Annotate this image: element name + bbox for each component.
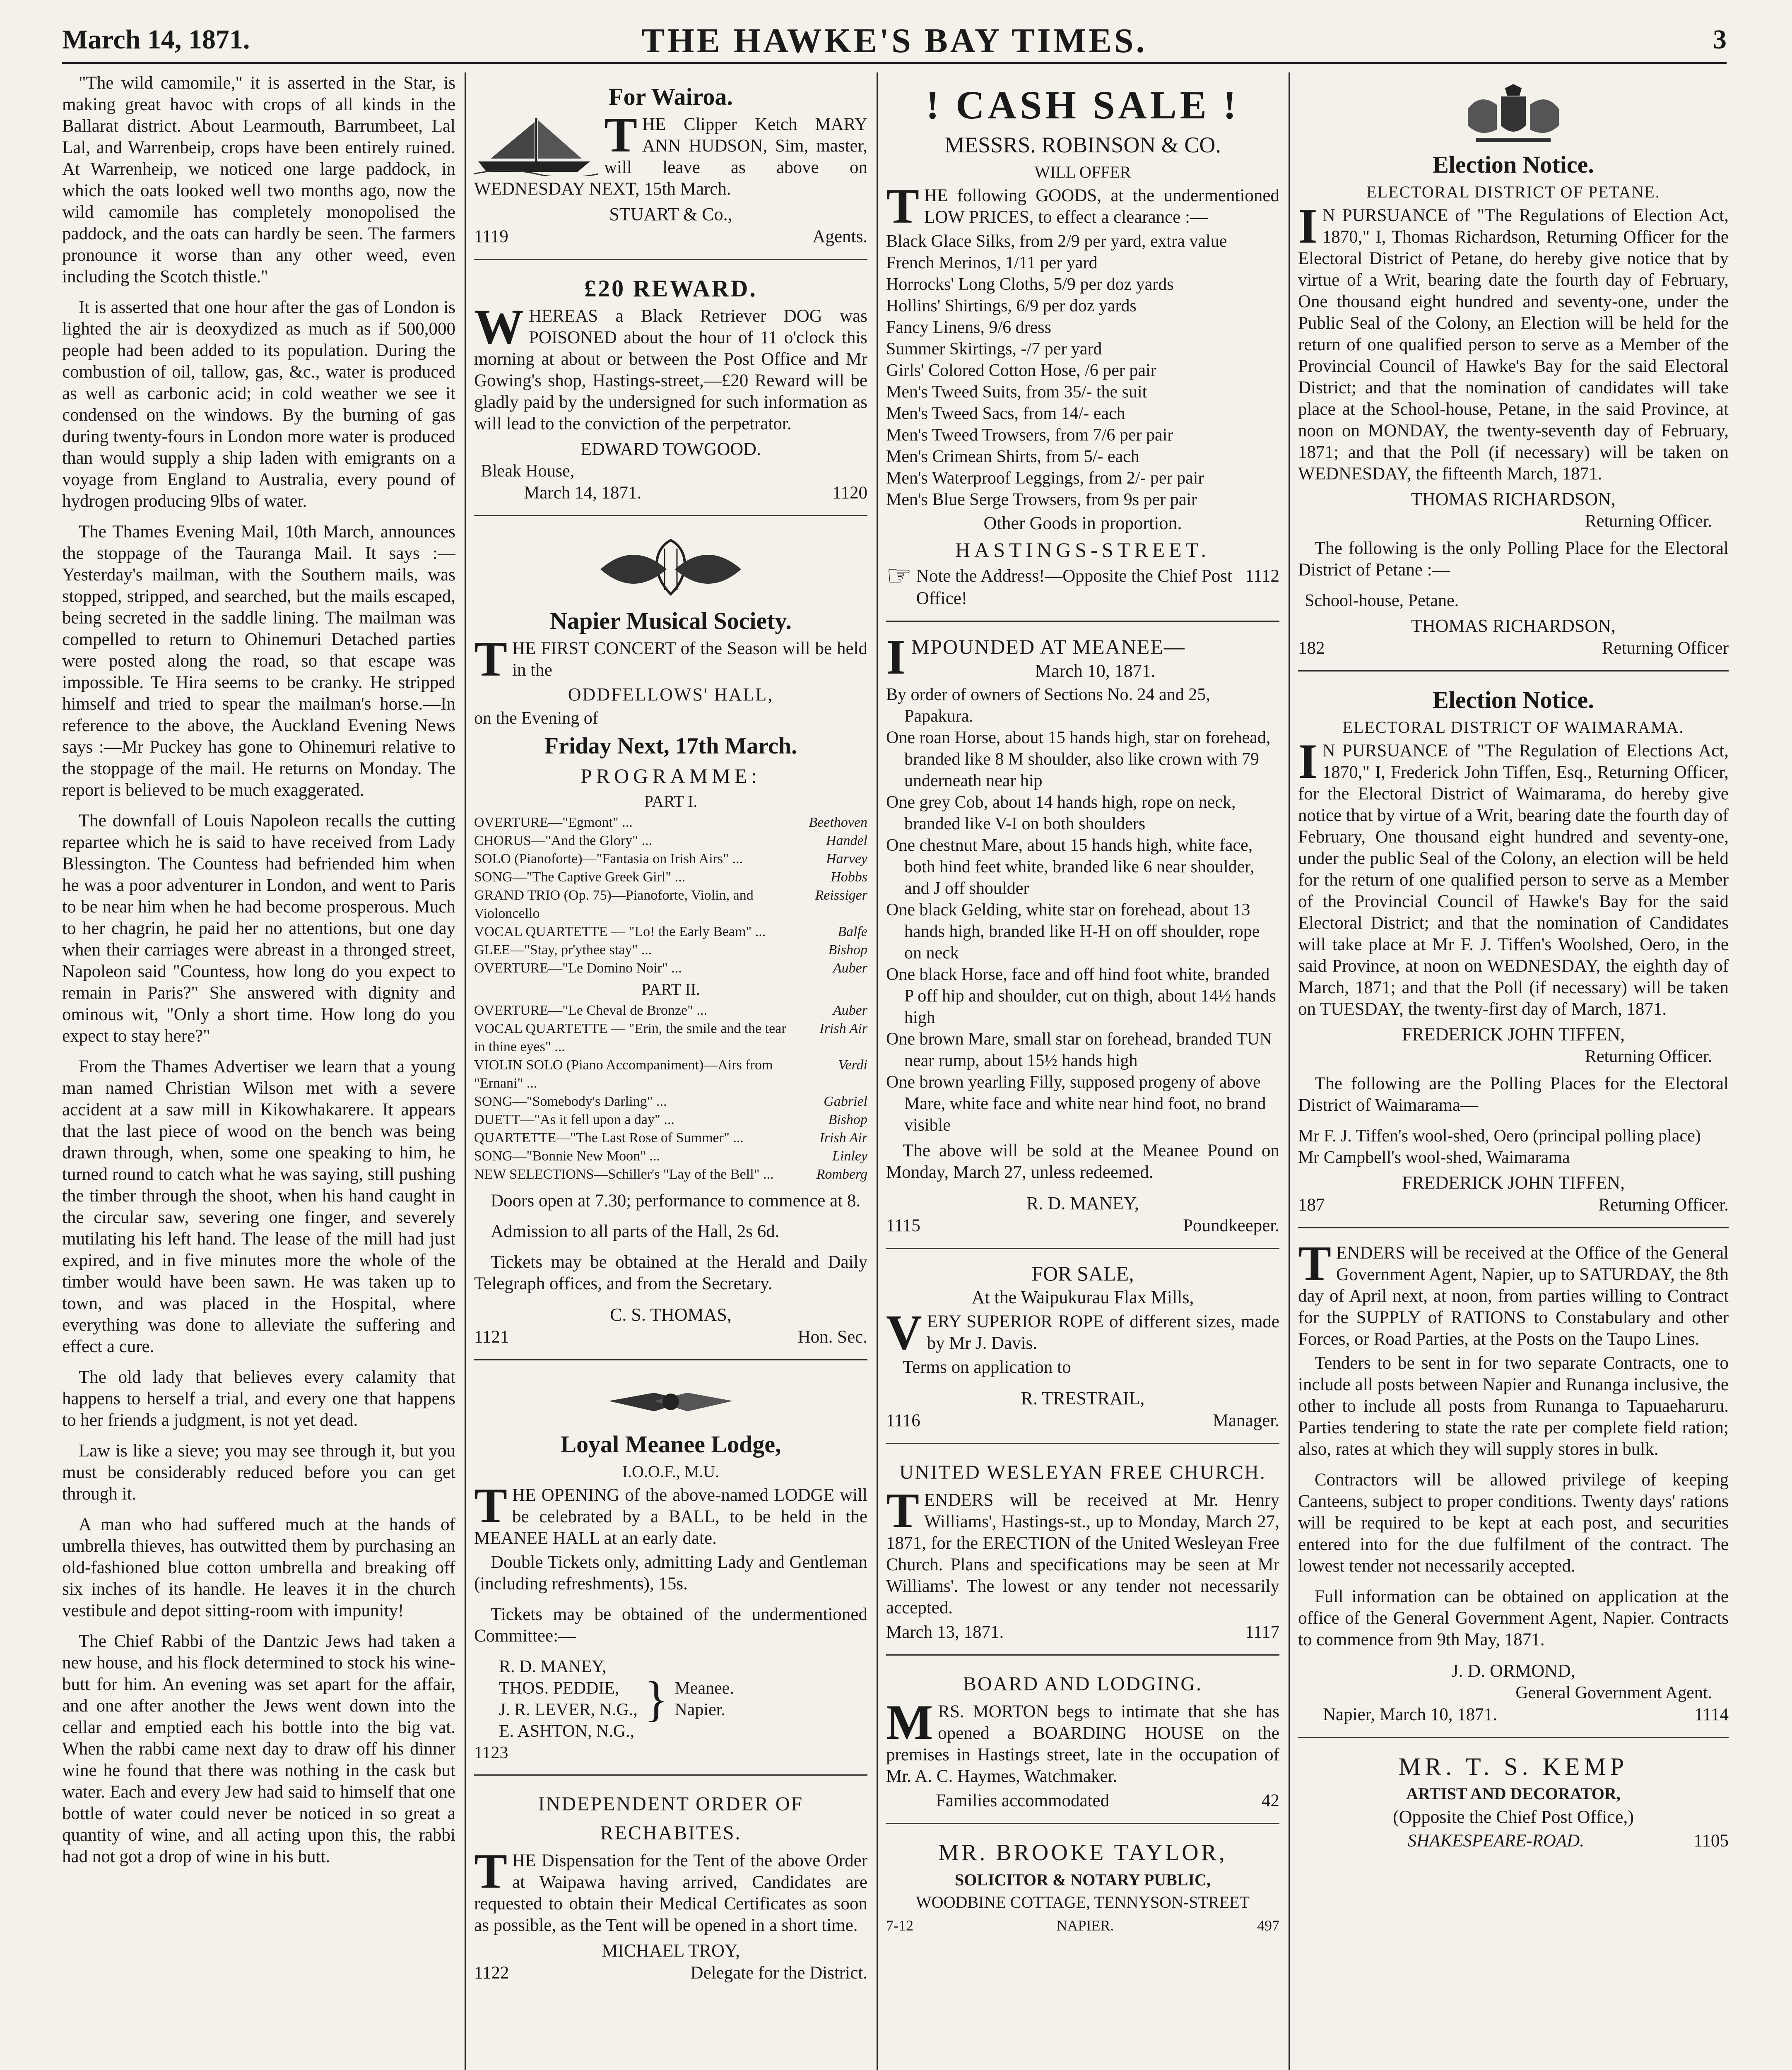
ad-kemp (1298, 1742, 1729, 1863)
news-paragraph: A man who had suffered much at the hands of umbrella thieves, has outwitted them by purchasing an old-fashioned blue cotton umbrella and breaking off six inches of its handle. He leaves it in the church vestibule and depot sitting-room with impunity! (62, 1515, 455, 1620)
ad-number: 1105 (1693, 1831, 1729, 1851)
ad-number: 1120 (832, 483, 867, 503)
ad-number: 1122 (474, 1963, 509, 1983)
programme-item: OVERTURE—"Le Cheval de Bronze" ... Auber (474, 1003, 867, 1018)
programme-item: QUARTETTE—"The Last Rose of Summer" ... Irish Air (474, 1130, 867, 1146)
concert-date: Friday Next, 17th March. (544, 733, 797, 759)
programme-item: CHORUS—"And the Glory" ... Handel (474, 833, 867, 848)
ad-signature: EDWARD TOWGOOD. (580, 439, 761, 459)
impounded-item: One black Gelding, white star on forehead, about 13 hands high, branded like H-H on off shoulder, rope on neck (886, 900, 1260, 963)
ad-terms: Terms on application to (903, 1358, 1071, 1377)
ad-signature: FREDERICK JOHN TIFFEN, (1402, 1024, 1625, 1045)
programme-heading: PROGRAMME: (580, 764, 761, 787)
news-paragraph: Law is like a sieve; you may see through it, but you must be considerably reduced before you can get through it. (62, 1441, 455, 1504)
ad-number: 1117 (1245, 1622, 1279, 1642)
programme-item: VOCAL QUARTETTE — "Lo! the Early Beam" ... Balfe (474, 924, 867, 939)
ad-code: 7-12 (886, 1917, 913, 1934)
ad-musical-society (474, 520, 867, 1360)
news-paragraph: From the Thames Advertiser we learn that a young man named Christian Wilson met with a severe accident at a saw mill in Kikowhakarere. It appears that the last piece of wood on the bench was being drawn through, when, some one speaking to him, he turned round to catch what he was saying, still pushing the timber through the shoot, when his hand caught in the circular saw, severing one finger, and severely mutilating his left hand. The lease of the mill had just expired, and in five minutes more the whole of the timber would have been sawn. He was taken up to town, and was placed in the Hospital, where everything was done to alleviate the suffering and effect a cure. (62, 1057, 455, 1356)
ad-title: Election Notice. (1433, 151, 1594, 178)
concert-evening: on the Evening of (474, 709, 598, 728)
ad-body: THE FIRST CONCERT of the Season will be held in the (474, 631, 867, 686)
ad-signature: THOMAS RICHARDSON, (1411, 616, 1616, 636)
ad-date: March 13, 1871. (886, 1622, 1004, 1642)
programme-item: OVERTURE—"Le Domino Noir" ... Auber (474, 960, 867, 976)
ad-title: INDEPENDENT ORDER OF RECHABITES. (538, 1793, 804, 1844)
news-paragraph: It is asserted that one hour after the gas of London is lighted the air is deoxydized as much as if 500,000 people had been added to its population. During the combustion of oil, tallow, gas, &c., water is produced as well as carbonic acid; in cold weather we see it condensed on the windows. By the burning of gas during twenty-fours in London more water is produced than would supply a ship laden with emigrants on a voyage from England to Australia, every pound of hydrogen producing 9lbs of water. (62, 298, 455, 511)
ad-title: Election Notice. (1433, 686, 1594, 713)
ad-date: March 14, 1871. (524, 483, 642, 503)
ad-number: 1119 (474, 227, 508, 246)
polling-place: School-house, Petane. (1305, 591, 1459, 610)
tenders-paragraph: Contractors will be allowed privilege of keeping Canteens, subject to proper conditions. Twenty days' rations will be required to be kept at each post, and securities entered into for the due fulfilment of the contract. The lowest tender not necessarily accepted. (1298, 1470, 1729, 1576)
ad-number: 187 (1298, 1195, 1325, 1215)
ad-title: ! CASH SALE ! (926, 83, 1240, 127)
ad-signature: C. S. THOMAS, (610, 1305, 732, 1325)
goods-item: Hollins' Shirtings, 6/9 per doz yards (886, 296, 1137, 315)
masthead-title: THE HAWKE'S BAY TIMES. (641, 22, 1147, 60)
ad-tenders-rations (1298, 1232, 1729, 1738)
ad-number: 497 (1257, 1917, 1279, 1934)
ad-title: UNITED WESLEYAN FREE CHURCH. (899, 1461, 1266, 1483)
tenders-paragraph: Full information can be obtained on application at the office of the General Government Agent, Napier. Contracts to commence from 9th May, 1871. (1298, 1587, 1729, 1649)
ad-town: NAPIER. (1056, 1917, 1114, 1934)
concert-doors: Doors open at 7.30; performance to commence at 8. (491, 1191, 861, 1211)
masthead (62, 17, 1727, 64)
column-rule (877, 72, 878, 2070)
committee-place: Meanee. (674, 1679, 734, 1698)
address-note: Note the Address!—Opposite the Chief Post Office! (916, 566, 1232, 608)
ad-body: By order of owners of Sections No. 24 and 25, Papakura. (886, 685, 1210, 726)
ad-reward (474, 264, 867, 516)
news-paragraph: The old lady that believes every calamity that happens to herself a trial, and every one that happens to her friends a judgment, is not yet dead. (62, 1367, 455, 1430)
ship-icon (474, 114, 598, 176)
column-rule (465, 72, 466, 2070)
ad-number: 1114 (1694, 1705, 1729, 1724)
ad-title: IMPOUNDED AT MEANEE— (886, 629, 1185, 684)
ad-signature: THOMAS RICHARDSON, (1411, 489, 1616, 509)
lodge-committee: Tickets may be obtained of the undermentioned Committee:— (474, 1605, 867, 1646)
ad-role: Hon. Sec. (797, 1327, 867, 1347)
ad-body: THE OPENING of the above-named LODGE will be celebrated by a BALL, to be held in the MEANEE HALL at an early date. (474, 1478, 867, 1548)
ad-title: MR. T. S. KEMP (1398, 1753, 1628, 1780)
news-paragraph: The Chief Rabbi of the Dantzic Jews had taken a new house, and his flock determined to stock his wine-butt for him. An evening was set apart for the affair, and one after another the Jews went down into the cellar and emptied each his bottle into the big vat. When the rabbi came next day to draw off his dinner wine he found that there was nothing in the cask but water. Each and every Jew had said to himself that one bottle of water could never be noticed in so great a quantity of wine, and all acting upon this, the rabbi had not got a drop of wine in his butt. (62, 1632, 455, 1866)
ad-body: WHEREAS a Black Retriever DOG was POISONED about the hour of 11 o'clock this morning at about or between the Post Office and Mr Gowing's shop, Hastings-street,—£20 Reward will be gladly paid by the undersigned for such information as will lead to the conviction of the perpetrator. (474, 299, 867, 433)
impounded-item: One brown yearling Filly, supposed progeny of above Mare, white face and white near hind foot, no brand visible (886, 1073, 1266, 1135)
ad-signature: J. D. ORMOND, (1451, 1661, 1575, 1681)
goods-item: French Merinos, 1/11 per yard (886, 253, 1098, 272)
goods-item: Black Glace Silks, from 2/9 per yard, extra value (886, 232, 1227, 251)
ad-number: 1123 (474, 1743, 508, 1762)
committee-list: R. D. MANEY, THOS. PEDDIE, J. R. LEVER, N.G., E. ASHTON, N.G., } Meanee. Napier. (474, 1656, 867, 1742)
ad-role: Returning Officer. (1585, 512, 1712, 531)
concert-tickets: Tickets may be obtained at the Herald and Daily Telegraph offices, and from the Secretary. (474, 1252, 867, 1293)
ad-wesleyan-church (886, 1448, 1279, 1656)
pointing-hand-icon: ☞ (886, 560, 912, 592)
programme-item: SOLO (Pianoforte)—"Fantasia on Irish Airs" ... Harvey (474, 851, 867, 867)
ad-title: MR. BROOKE TAYLOR, (938, 1840, 1227, 1865)
ad-role: Agents. (812, 227, 867, 246)
ad-impounded (886, 626, 1279, 1249)
ad-body: THE Clipper Ketch MARY ANN HUDSON, Sim, master, will leave as above on WEDNESDAY NEXT, 15th March. (474, 107, 867, 199)
ad-title: BOARD AND LODGING. (963, 1673, 1202, 1695)
ad-election-waimarama (1298, 676, 1729, 1228)
impounded-item: One brown Mare, small star on forehead, branded TUN near rump, about 15½ hands high (886, 1030, 1272, 1070)
ad-signature: R. D. MANEY, (1026, 1193, 1139, 1213)
ad-role: Returning Officer. (1585, 1047, 1712, 1066)
ad-line: Families accommodated (936, 1791, 1110, 1810)
programme-part-2 (474, 1001, 867, 1184)
programme-item: DUETT—"As it fell upon a day" ... Bishop (474, 1112, 867, 1127)
goods-item: Men's Tweed Sacs, from 14/- each (886, 404, 1125, 423)
goods-item: Men's Tweed Suits, from 35/- the suit (886, 383, 1147, 402)
programme-item: NEW SELECTIONS—Schiller's "Lay of the Bell" ... Romberg (474, 1167, 867, 1182)
ad-for-sale (886, 1253, 1279, 1444)
royal-arms-icon (1451, 84, 1575, 146)
news-paragraph: The Thames Evening Mail, 10th March, announces the stoppage of the Tauranga Mail. It says :—Yesterday's mailman, with the Southern mails, was stopped, stripped, and searched, but the mails escaped, being secreted in the saddle lining. The mailman was compelled to return to Ohinemuri Detached parties were posted along the road, so that escape was impossible. Te Hira seems to be cranky. He stripped himself and tried to spear the mailman's horse.—In reference to the above, the Auckland Evening News says :—Mr Puckey has gone to Ohinemuri relative to the stoppage of the mail. He returns on Monday. The report is believed to be much exaggerated. (62, 522, 455, 800)
impounded-item: One black Horse, face and off hind foot white, branded P off hip and shoulder, cut on thigh, about 14½ hands high (886, 965, 1276, 1027)
ad-role: Manager. (1212, 1411, 1279, 1430)
ad-title: Napier Musical Society. (550, 607, 792, 634)
ad-street: SHAKESPEARE-ROAD. (1407, 1831, 1584, 1851)
committee-member: E. ASHTON, N.G., (499, 1722, 635, 1741)
ad-role: Poundkeeper. (1183, 1216, 1279, 1235)
impounded-item: One chestnut Mare, about 15 hands high, white face, both hind feet white, branded like 6 near shoulder, and J off shoulder (886, 836, 1255, 898)
news-paragraph: The downfall of Louis Napoleon recalls the cutting repartee which he is said to have received from Lady Blessington. The Countess had befriended him when he was a poor adventurer in London, and went to Paris to be near him when he had become prosperous. Much to her chagrin, he paid her no attentions, but one day when their carriages were abreast in a thronged street, Napoleon said "Countess, how long do you expect to remain in Paris?" She answered with dignity and ominous wit, "Only a short time. How long do you expect to stay here?" (62, 811, 455, 1046)
lodge-tickets: Double Tickets only, admitting Lady and Gentleman (including refreshments), 15s. (474, 1552, 867, 1593)
ad-rechabites (474, 1780, 867, 1995)
ad-role: Returning Officer (1602, 638, 1729, 658)
ad-title: For Wairoa. (609, 83, 733, 110)
goods-item: Summer Skirtings, -/7 per yard (886, 339, 1102, 359)
ad-subtitle: ARTIST AND DECORATOR, (1406, 1784, 1621, 1803)
ad-number: 1112 (1245, 566, 1279, 586)
part-heading: PART I. (644, 792, 698, 811)
column-advertisements-3 (886, 72, 1279, 2070)
ad-body: THE Dispensation for the Tent of the above Order at Waipawa having arrived, Candidates are requested to obtain their Medical Certificates as soon as possible, as the Tent will be opened in a short time. (474, 1844, 867, 1935)
column-advertisements-4 (1298, 72, 1729, 2070)
ad-body: IN PURSUANCE of "The Regulations of Election Act, 1870," I, Thomas Richardson, Returning Officer for the Electoral District of Petane, do hereby give notice that by virtue of a Writ, bearing date the fourth day of February, One thousand eight hundred and seventy-one, under the Public Seal of the Colony, an Election will be held for the return of one qualified person to serve as a Member of the Provincial Council of Hawke's Bay for the said Electoral District; and that the nomination of candidates will take place at the School-house, Petane, in the said Province, at noon on MONDAY, the twenty-seventh day of February, 1871; and that the Poll (if necessary) will be taken on WEDNESDAY, the fifteenth March, 1871. (1298, 198, 1729, 484)
polling-place: Mr Campbell's wool-shed, Waimarama (1298, 1148, 1570, 1167)
ornament-handshake-icon (605, 1376, 737, 1426)
column-advertisements-2 (474, 72, 867, 2070)
goods-item: Fancy Linens, 9/6 dress (886, 318, 1051, 337)
programme-item: GLEE—"Stay, pr'ythee stay" ... Bishop (474, 942, 867, 958)
ad-body: TENDERS will be received at Mr. Henry Williams', Hastings-st., up to Monday, March 27, 1871, for the ERECTION of the United Wesleyan Free Church. Plans and specifications may be seen at Mr Williams'. The lowest or any tender not necessarily accepted. (886, 1483, 1279, 1617)
programme-item: GRAND TRIO (Op. 75)—Pianoforte, Violin, and Violoncello Reissiger (474, 888, 867, 921)
ad-election-petane (1298, 72, 1729, 672)
goods-item: Men's Tweed Trowsers, from 7/6 per pair (886, 426, 1173, 445)
ad-number: 1116 (886, 1411, 920, 1430)
concert-hall: ODDFELLOWS' HALL, (568, 684, 774, 705)
column-rule (1289, 72, 1290, 2070)
committee-place: Napier. (674, 1700, 725, 1719)
programme-part-1 (474, 814, 867, 977)
ad-wairoa (474, 72, 867, 260)
impounded-item: One roan Horse, about 15 hands high, star on forehead, branded like 8 M shoulder, also like crown with 79 underneath near hip (886, 728, 1271, 790)
impounded-item: One grey Cob, about 14 hands high, rope on neck, branded like V-I on both shoulders (886, 793, 1236, 833)
ad-cash-sale (886, 72, 1279, 622)
ad-district: ELECTORAL DISTRICT OF WAIMARAMA. (1342, 718, 1684, 737)
ad-role: Delegate for the District. (690, 1963, 867, 1983)
ad-body: TENDERS will be received at the Office of the General Government Agent, Napier, up to SATURDAY, the 8th day of April next, at noon, from parties willing to Contract for the SUPPLY of RATIONS to Constabulary and other Forces, or Road Parties, at the Posts on the Taupo Lines. (1298, 1236, 1729, 1349)
goods-list (886, 231, 1279, 510)
ad-meanee-lodge (474, 1365, 867, 1776)
ad-address: Bleak House, (481, 462, 575, 481)
goods-item: Men's Blue Serge Trowsers, from 9s per pair (886, 490, 1197, 509)
ad-number: 42 (1262, 1791, 1279, 1810)
page-number: 3 (1713, 24, 1727, 55)
ad-body: IN PURSUANCE of "The Regulation of Elections Act, 1870," I, Frederick John Tiffen, Esq., Returning Officer, for the Electoral District of Waimarama, do hereby give notice that by virtue of a Writ, bearing date the fourth day of February, One thousand eight hundred and seventy-one, under the public Seal of the Colony, an election will be held for the return of one qualified person to serve as a Member of the Provincial Council of Hawke's Bay for the said Electoral District; and that the nomination of Candidates will take place at Mr F. J. Tiffen's Woolshed, Oero, in the said Province, at noon on WEDNESDAY, the eighth day of March, 1871; and that the Poll (if necessary) will be taken on TUESDAY, the twenty-first day of March, 1871. (1298, 734, 1729, 1019)
programme-item: VOCAL QUARTETTE — "Erin, the smile and the tear in thine eyes" ... Irish Air (474, 1021, 867, 1054)
ad-body: THE following GOODS, at the undermentioned LOW PRICES, to effect a clearance :— (886, 178, 1279, 233)
news-paragraph: "The wild camomile," it is asserted in the Star, is making great havoc with crops of all kinds in the Ballarat district. About Learmouth, Barrumbeet, Lal Lal, and Warrenbeip, crops have been entirely ruined. At Warrenheip, we noticed one large paddock, in which the oats looked well two months ago, now the wild camomile has completely monopolised the paddock, and the oats can hardly be seen. The farmers pronounce it worse than any other weed, even including the Scotch thistle." (62, 73, 455, 286)
ad-firm: MESSRS. ROBINSON & CO. (944, 132, 1221, 157)
ornament-lyre-icon (592, 532, 749, 602)
goods-item: Men's Crimean Shirts, from 5/- each (886, 447, 1139, 466)
polling-notice: The following are the Polling Places for the Electoral District of Waimarama— (1298, 1074, 1729, 1115)
ad-body: VERY SUPERIOR ROPE of different sizes, made by Mr J. Davis. (886, 1305, 1279, 1360)
masthead-date: March 14, 1871. (62, 24, 250, 55)
polling-place: Mr F. J. Tiffen's wool-shed, Oero (principal polling place) (1298, 1126, 1701, 1146)
committee-member: J. R. LEVER, N.G., (499, 1700, 638, 1719)
ad-signature: STUART & Co., (609, 204, 732, 224)
column-news (62, 72, 455, 2070)
ad-address: (Opposite the Chief Post Office,) (1392, 1807, 1634, 1827)
ad-subtitle: SOLICITOR & NOTARY PUBLIC, (955, 1870, 1211, 1889)
ad-role: General Government Agent. (1515, 1683, 1712, 1702)
ad-number: 1121 (474, 1327, 509, 1347)
ad-signature: FREDERICK JOHN TIFFEN, (1402, 1172, 1625, 1193)
ad-number: 182 (1298, 638, 1325, 658)
ad-address: WOODBINE COTTAGE, TENNYSON-STREET (916, 1893, 1250, 1911)
ad-signature: R. TRESTRAIL, (1021, 1388, 1145, 1408)
goods-item: Horrocks' Long Cloths, 5/9 per doz yards (886, 275, 1174, 294)
programme-item: SONG—"Somebody's Darling" ... Gabriel (474, 1094, 867, 1109)
ad-subtitle: I.O.O.F., M.U. (622, 1462, 720, 1481)
ad-title: £20 REWARD. (584, 275, 757, 302)
programme-item: OVERTURE—"Egmont" ... Beethoven (474, 815, 867, 830)
ad-number: 1115 (886, 1216, 920, 1235)
programme-item: SONG—"The Captive Greek Girl" ... Hobbs (474, 869, 867, 885)
impounded-sale: The above will be sold at the Meanee Pound on Monday, March 27, unless redeemed. (886, 1141, 1279, 1182)
ad-location: At the Waipukurau Flax Mills, (971, 1287, 1194, 1307)
committee-member: R. D. MANEY, (499, 1657, 607, 1676)
other-goods: Other Goods in proportion. (983, 513, 1182, 533)
concert-admission: Admission to all parts of the Hall, 2s 6d. (491, 1222, 780, 1241)
ad-district: ELECTORAL DISTRICT OF PETANE. (1366, 183, 1660, 201)
ad-role: Returning Officer. (1598, 1195, 1729, 1215)
ad-date: March 10, 1871. (1035, 661, 1156, 681)
ad-title: FOR SALE, (1031, 1262, 1134, 1285)
tenders-paragraph: Tenders to be sent in for two separate Contracts, one to include all posts between Napier and Runanga inclusive, the other to include all posts from Runanga to Tapuaeharuru. Parties tendering to state the rate per complete field ration; also, rates at which they will supply stores in bulk. (1298, 1353, 1729, 1459)
ad-subtitle: WILL OFFER (1034, 163, 1131, 181)
committee-member: THOS. PEDDIE, (499, 1679, 619, 1698)
ad-board-lodging (886, 1660, 1279, 1824)
programme-item: VIOLIN SOLO (Piano Accompaniment)—Airs from "Ernani" ... Verdi (474, 1057, 867, 1091)
ad-brooke-taylor (886, 1828, 1279, 1947)
ad-body: MRS. MORTON begs to intimate that she has opened a BOARDING HOUSE on the premises in Hastings street, late in the occupation of Mr. A. C. Haymes, Watchmaker. (886, 1695, 1279, 1786)
ad-signature: MICHAEL TROY, (601, 1940, 740, 1961)
goods-item: Men's Waterproof Leggings, from 2/- per pair (886, 469, 1204, 488)
goods-item: Girls' Colored Cotton Hose, /6 per pair (886, 361, 1156, 380)
ad-title: Loyal Meanee Lodge, (560, 1431, 781, 1458)
ad-date: Napier, March 10, 1871. (1323, 1705, 1497, 1724)
programme-item: SONG—"Bonnie New Moon" ... Linley (474, 1148, 867, 1164)
part-heading: PART II. (641, 980, 701, 999)
polling-notice: The following is the only Polling Place for the Electoral District of Petane :— (1298, 539, 1729, 580)
street-heading: HASTINGS-STREET. (955, 538, 1210, 561)
